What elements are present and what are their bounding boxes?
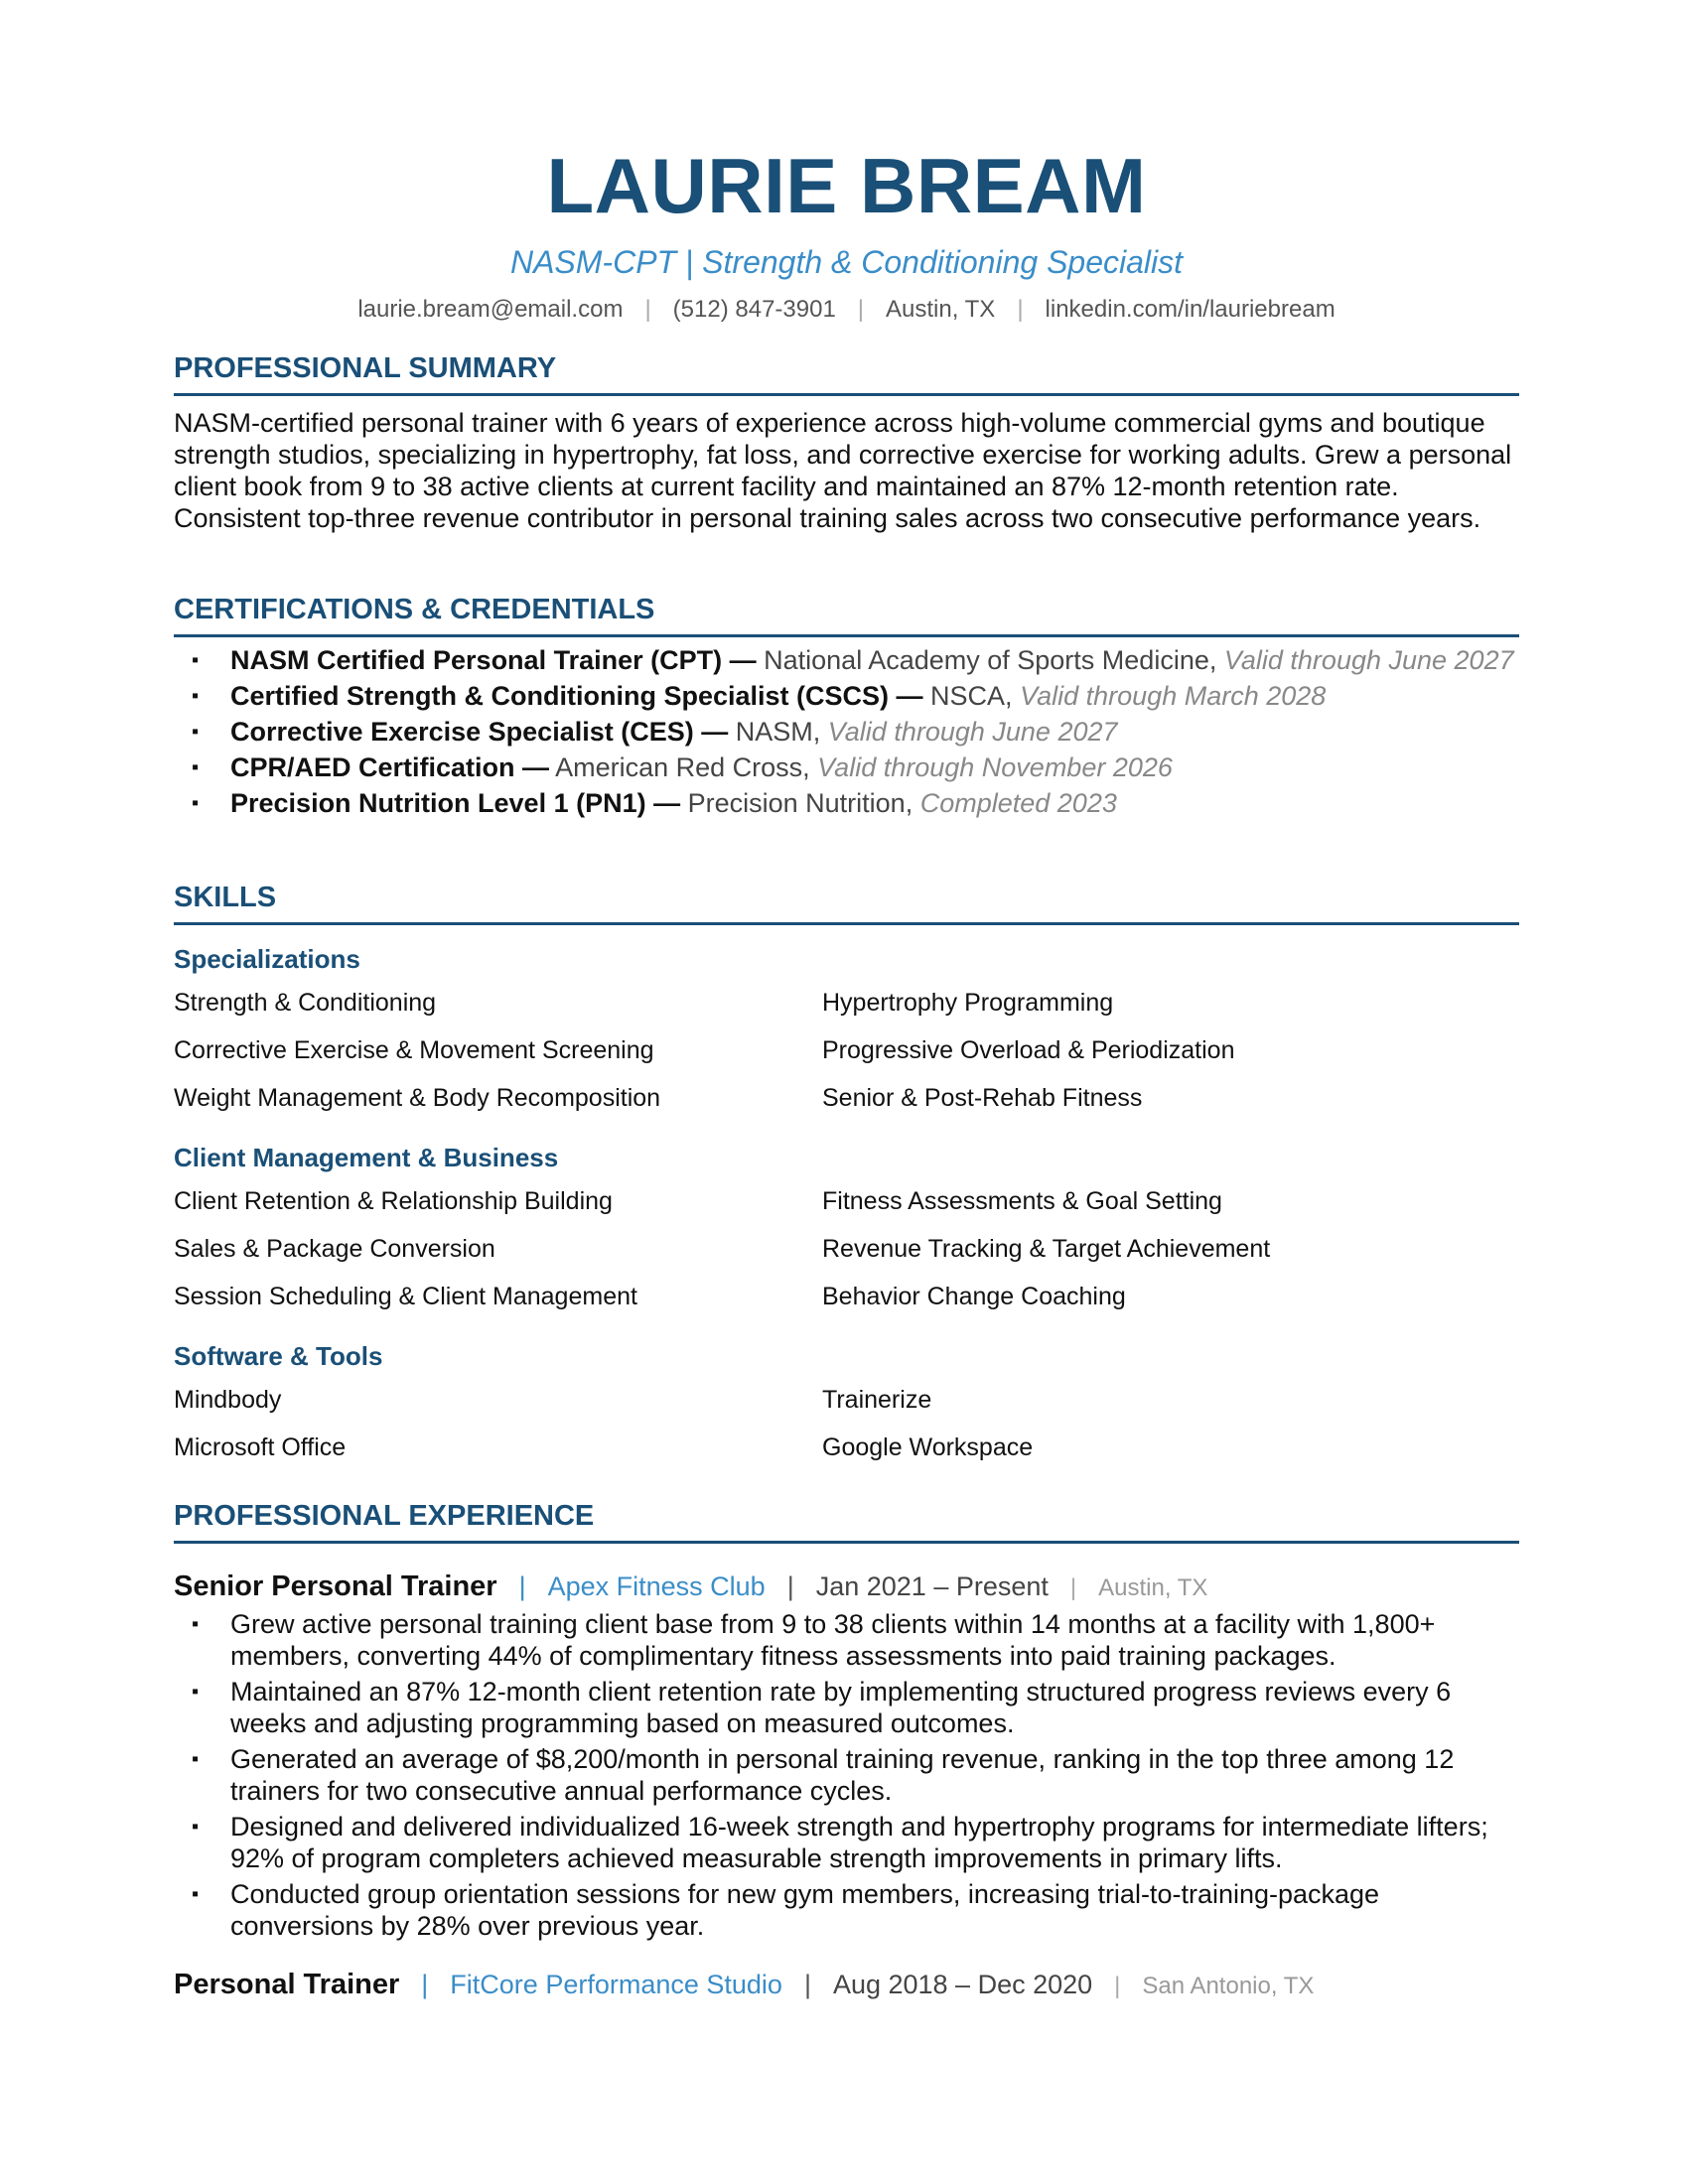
job-title: Senior Personal Trainer <box>174 1570 497 1602</box>
job-bullet-text: Maintained an 87% 12-month client retention rate by implementing structured progress reviews every 6 weeks and adjusting programming based on measured outcomes. <box>230 1677 1452 1738</box>
bullet-marker: ▪ <box>192 1681 200 1703</box>
job-separator: | <box>1069 1574 1077 1601</box>
skill-item: Mindbody <box>174 1386 282 1414</box>
contact-location: Austin, TX <box>886 296 996 323</box>
job-bullet <box>174 1608 1519 1672</box>
job-location: San Antonio, TX <box>1142 1973 1315 1999</box>
skill-item: Client Retention & Relationship Building <box>174 1187 613 1215</box>
cert-issuer: NASM, <box>735 717 821 747</box>
skills-group-title: Software & Tools <box>174 1341 383 1371</box>
bullet-marker: ▪ <box>192 721 200 743</box>
cert-name: NASM Certified Personal Trainer (CPT) — <box>230 645 757 675</box>
skill-item: Behavior Change Coaching <box>822 1283 1126 1310</box>
bullet-marker: ▪ <box>192 1816 200 1838</box>
skill-item: Session Scheduling & Client Management <box>174 1283 637 1310</box>
cert-issuer: Precision Nutrition, <box>687 788 914 818</box>
skill-item: Fitness Assessments & Goal Setting <box>822 1187 1222 1215</box>
contact-phone[interactable]: (512) 847-3901 <box>672 296 836 323</box>
skill-item: Hypertrophy Programming <box>822 989 1114 1017</box>
cert-name: Certified Strength & Conditioning Specialist (CSCS) — <box>230 681 923 711</box>
skill-item: Progressive Overload & Periodization <box>822 1036 1235 1064</box>
cert-item <box>174 751 1519 783</box>
cert-issuer: American Red Cross, <box>555 752 810 782</box>
section-heading-certifications: CERTIFICATIONS & CREDENTIALS <box>174 596 1519 637</box>
cert-validity: Valid through June 2027 <box>1223 645 1514 675</box>
job-separator: | <box>421 1970 429 1999</box>
job-separator: | <box>1114 1973 1121 1999</box>
section-heading-experience: PROFESSIONAL EXPERIENCE <box>174 1502 1519 1544</box>
job-bullet <box>174 1811 1519 1874</box>
cert-validity: Valid through June 2027 <box>827 717 1118 747</box>
contact-separator: | <box>644 296 651 323</box>
job-dates: Jan 2021 – Present <box>815 1571 1049 1601</box>
contact-separator: | <box>1017 296 1024 323</box>
job-bullet-text: Generated an average of $8,200/month in personal training revenue, ranking in the top three among 12 trainers for two consecutive annual performance cycles. <box>230 1744 1455 1806</box>
job-location: Austin, TX <box>1098 1574 1208 1601</box>
job-bullet-text: Conducted group orientation sessions for new gym members, increasing trial-to-training-package conversions by 28% over previous year. <box>230 1879 1380 1941</box>
bullet-marker: ▪ <box>192 649 200 671</box>
bullet-marker: ▪ <box>192 1613 200 1635</box>
job-company: Apex Fitness Club <box>547 1571 766 1601</box>
bullet-marker: ▪ <box>192 1883 200 1905</box>
candidate-name: LAURIE BREAM <box>546 142 1147 229</box>
skills-group-title: Specializations <box>174 944 360 974</box>
skill-item: Google Workspace <box>822 1433 1034 1461</box>
job-header <box>174 1971 1519 1999</box>
candidate-subtitle: NASM-CPT | Strength & Conditioning Specialist <box>509 244 1184 280</box>
job-bullet <box>174 1878 1519 1942</box>
bullet-marker: ▪ <box>192 685 200 707</box>
job-separator: | <box>803 1970 811 1999</box>
bullet-marker: ▪ <box>192 756 200 778</box>
certifications-list <box>174 644 1519 823</box>
job-header <box>174 1572 1519 1601</box>
bullet-marker: ▪ <box>192 792 200 814</box>
contact-line <box>174 298 1519 322</box>
job-bullet <box>174 1676 1519 1739</box>
cert-item <box>174 716 1519 748</box>
cert-validity: Valid through March 2028 <box>1020 681 1327 711</box>
cert-item <box>174 787 1519 819</box>
cert-issuer: NSCA, <box>930 681 1013 711</box>
job-company: FitCore Performance Studio <box>450 1970 782 1999</box>
skill-item: Revenue Tracking & Target Achievement <box>822 1235 1271 1263</box>
skill-item: Weight Management & Body Recomposition <box>174 1084 661 1112</box>
skill-item: Senior & Post-Rehab Fitness <box>822 1084 1143 1112</box>
skill-item: Corrective Exercise & Movement Screening <box>174 1036 654 1064</box>
job-bullets <box>174 1608 1519 1946</box>
job-separator: | <box>518 1571 526 1601</box>
skill-item: Strength & Conditioning <box>174 989 437 1017</box>
contact-email[interactable]: laurie.bream@email.com <box>357 296 624 323</box>
section-heading-summary: PROFESSIONAL SUMMARY <box>174 354 1519 396</box>
job-bullet-text: Designed and delivered individualized 16-week strength and hypertrophy programs for intermediate lifters; 92% of program completers achieved measurable strength improvements in primary lifts. <box>230 1812 1488 1873</box>
cert-item <box>174 644 1519 676</box>
cert-name: Precision Nutrition Level 1 (PN1) — <box>230 788 681 818</box>
cert-name: Corrective Exercise Specialist (CES) — <box>230 717 729 747</box>
skills-group-title: Client Management & Business <box>174 1143 559 1172</box>
bullet-marker: ▪ <box>192 1748 200 1770</box>
cert-item <box>174 680 1519 712</box>
job-bullet-text: Grew active personal training client base from 9 to 38 clients within 14 months at a facility with 1,800+ members, converting 44% of complimentary fitness assessments into paid training packages. <box>230 1609 1436 1671</box>
section-heading-skills: SKILLS <box>174 884 1519 925</box>
contact-linkedin[interactable]: linkedin.com/in/lauriebream <box>1045 296 1336 323</box>
skill-item: Sales & Package Conversion <box>174 1235 495 1263</box>
job-title: Personal Trainer <box>174 1969 400 2000</box>
job-separator: | <box>786 1571 794 1601</box>
skill-item: Microsoft Office <box>174 1433 347 1461</box>
cert-name: CPR/AED Certification — <box>230 752 550 782</box>
job-bullet <box>174 1743 1519 1807</box>
cert-validity: Completed 2023 <box>919 788 1117 818</box>
cert-validity: Valid through November 2026 <box>817 752 1173 782</box>
cert-issuer: National Academy of Sports Medicine, <box>764 645 1217 675</box>
contact-separator: | <box>857 296 865 323</box>
skill-item: Trainerize <box>822 1386 932 1414</box>
summary-text: NASM-certified personal trainer with 6 years of experience across high-volume commercial gyms and boutique strength studios, specializing in hypertrophy, fat loss, and corrective exercise for working adults. Grew a personal client book from 9 to 38 active clients at current facility and maintained an 87% 12-month retention rate. Consistent top-three revenue contributor in personal training sales across two consecutive performance years. <box>174 408 1512 533</box>
job-dates: Aug 2018 – Dec 2020 <box>832 1970 1093 1999</box>
